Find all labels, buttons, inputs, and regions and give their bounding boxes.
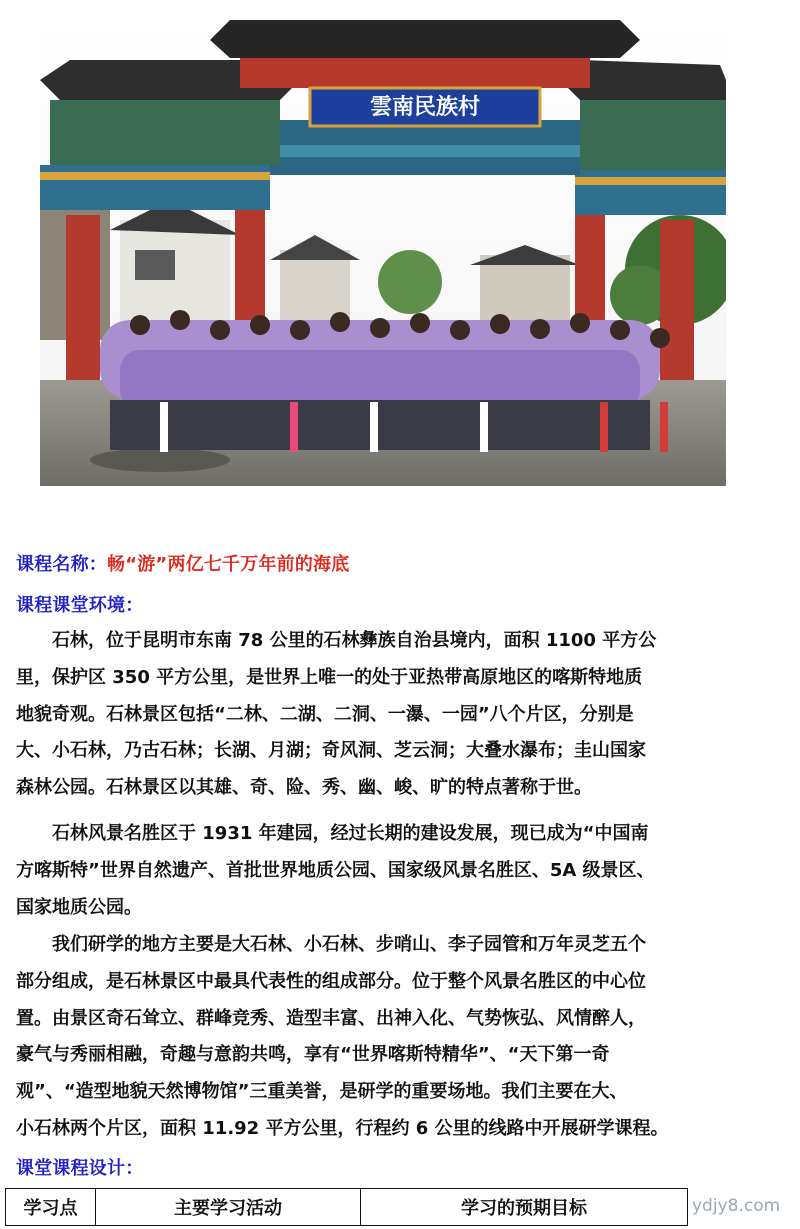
paragraph-park-history [16, 816, 776, 926]
course-name-line [16, 553, 349, 577]
gate-sign-text: 雲南民族村 [369, 94, 481, 120]
gate-group-photo [40, 20, 726, 486]
paragraph-line: 部分组成，是石林景区中最具代表性的组成部分。位于整个风景名胜区的中心位 [16, 970, 646, 992]
paragraph-line: 置。由景区奇石耸立、群峰竞秀、造型丰富、出神入化、气势恢弘、风情醉人， [16, 1007, 646, 1029]
course-name-value: 畅“游”两亿七千万年前的海底 [107, 554, 350, 575]
tree [378, 250, 442, 314]
paragraph-stone-forest-intro [16, 623, 776, 807]
table-header-study-point: 学习点 [6, 1189, 96, 1226]
paragraph-line: 大、小石林，乃古石林；长湖、月湖；奇风洞、芝云洞；大叠水瀑布；圭山国家 [16, 740, 646, 762]
paragraph-line: 小石林两个片区，面积 11.92 平方公里，行程约 6 公里的线路中开展研学课程。 [16, 1117, 669, 1139]
course-name-label: 课程名称： [16, 554, 107, 575]
photo-illustration [40, 20, 726, 486]
paragraph-line: 石林，位于昆明市东南 78 公里的石林彝族自治县境内，面积 1100 平方公 [52, 630, 657, 651]
gate-pillar-left [66, 215, 100, 405]
gate-beam-left [40, 165, 270, 210]
course-design-table [5, 1188, 688, 1226]
paragraph-line: 国家地质公园。 [16, 896, 142, 918]
gate-pillar-right [660, 220, 694, 405]
paragraph-line: 地貌奇观。石林景区包括“二林、二湖、二洞、一瀑、一园”八个片区，分别是 [16, 703, 634, 725]
paragraph-line: 方喀斯特”世界自然遗产、首批世界地质公园、国家级风景名胜区、5A 级景区、 [16, 859, 655, 881]
course-environment-label: 课程课堂环境： [16, 595, 144, 616]
children-group [100, 310, 670, 452]
paragraph-line: 观”、“造型地貌天然博物馆”三重美誉，是研学的重要场地。我们主要在大、 [16, 1081, 628, 1103]
paragraph-line: 豪气与秀丽相融，奇趣与意韵共鸣，享有“世界喀斯特精华”、“天下第一奇 [16, 1044, 610, 1066]
paragraph-line: 里，保护区 350 平方公里，是世界上唯一的处于亚热带高原地区的喀斯特地质 [16, 666, 643, 688]
table-header-expected-goal: 学习的预期目标 [361, 1189, 688, 1226]
watermark: ydjy8.com [692, 1196, 781, 1216]
paragraph-line: 森林公园。石林景区以其雄、奇、险、秀、幽、峻、旷的特点著称于世。 [16, 777, 592, 799]
gate-roof-center [210, 20, 640, 58]
table-header-row [6, 1189, 688, 1226]
course-design-label: 课堂课程设计： [16, 1158, 144, 1179]
paragraph-study-area [16, 927, 776, 1148]
paragraph-line: 我们研学的地方主要是大石林、小石林、步哨山、李子园管和万年灵芝五个 [52, 934, 646, 955]
table-header-main-activity: 主要学习活动 [96, 1189, 361, 1226]
paragraph-line: 石林风景名胜区于 1931 年建园，经过长期的建设发展，现已成为“中国南 [52, 823, 649, 844]
